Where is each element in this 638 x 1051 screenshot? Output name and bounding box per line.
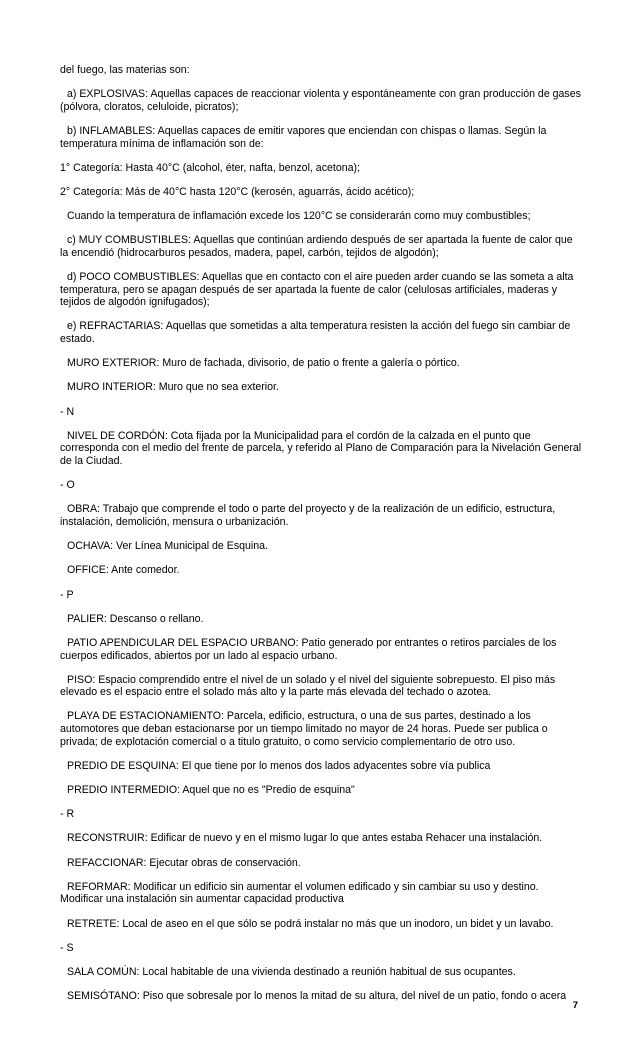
paragraph: REFORMAR: Modificar un edificio sin aumentar el volumen edificado y sin cambiar su uso y destino. Modificar una instalación sin aumentar capacidad productiva — [60, 880, 539, 906]
paragraph: d) POCO COMBUSTIBLES: Aquellas que en contacto con el aire pueden arder cuando se las someta a alta temperatura, pero se apagan después de ser apartada la fuente de calor (celulosas artificiales, maderas y tejidos de algodón ignifugados); — [60, 271, 574, 309]
paragraph: PLAYA DE ESTACIONAMIENTO: Parcela, edificio, estructura, o una de sus partes, destinado a los automotores que deban estacionarse por un tiempo limitado no mayor de 24 horas. Puede ser publica o privada; de explotación comercial o a titulo gratuito, o como servicio complementario de otro uso. — [60, 710, 548, 748]
paragraph: Cuando la temperatura de inflamación excede los 120°C se considerarán como muy combustibles; — [67, 210, 531, 223]
paragraph: NIVEL DE CORDÓN: Cota fijada por la Municipalidad para el cordón de la calzada en el punto que corresponda con el medio del frente de parcela, y referido al Plano de Comparación para la Nivelación General de la Ciudad. — [60, 429, 582, 467]
paragraph: SALA COMÚN: Local habitable de una vivienda destinado a reunión habitual de sus ocupantes. — [67, 965, 516, 978]
paragraph: RETRETE: Local de aseo en el que sólo se podrá instalar no más que un inodoro, un bidet y un lavabo. — [67, 917, 554, 930]
paragraph: PATIO APENDICULAR DEL ESPACIO URBANO: Patio generado por entrantes o retiros parciales de los cuerpos edificados, abiertos por un lado al espacio urbano. — [60, 636, 557, 662]
paragraph: PALIER: Descanso o rellano. — [67, 612, 204, 625]
paragraph: del fuego, las materias son: — [60, 64, 190, 76]
paragraph: b) INFLAMABLES: Aquellas capaces de emitir vapores que enciendan con chispas o llamas. Según la temperatura mínima de inflamación son de: — [60, 124, 547, 150]
document-body — [60, 64, 582, 1014]
paragraph: RECONSTRUIR: Edificar de nuevo y en el mismo lugar lo que antes estaba Rehacer una instalación. — [67, 832, 543, 845]
paragraph: MURO INTERIOR: Muro que no sea exterior. — [67, 381, 279, 394]
section-letter-heading: - P — [60, 588, 74, 601]
paragraph: REFACCIONAR: Ejecutar obras de conservación. — [67, 856, 301, 869]
paragraph: c) MUY COMBUSTIBLES: Aquellas que continúan ardiendo después de ser apartada la fuente de calor que la encendió (hidrocarburos pesados, madera, papel, carbón, tejidos de algodón); — [60, 234, 573, 259]
paragraph: PREDIO INTERMEDIO: Aquel que no es "Predio de esquina" — [67, 784, 355, 797]
section-letter-heading: - R — [60, 808, 75, 821]
paragraph: a) EXPLOSIVAS: Aquellas capaces de reaccionar violenta y espontáneamente con gran producción de gases (pólvora, cloratos, celuloide, picratos); — [60, 88, 581, 113]
paragraph: 2° Categoría: Más de 40°C hasta 120°C (kerosén, aguarrás, ácido acético); — [60, 185, 415, 198]
paragraph: PISO: Espacio comprendido entre el nivel de un solado y el nivel del siguiente sobrepuesto. El piso más elevado es el espacio entre el solado más alto y la parte más elevada del techado o azotea. — [60, 673, 556, 699]
paragraph: OBRA: Trabajo que comprende el todo o parte del proyecto y de la realización de un edificio, estructura, instalación, demolición, mensura o urbanización. — [60, 503, 556, 528]
paragraph: PREDIO DE ESQUINA: El que tiene por lo menos dos lados adyacentes sobre vía publica — [67, 759, 491, 772]
paragraph: 1° Categoría: Hasta 40°C (alcohol, éter, nafta, benzol, acetona); — [60, 161, 360, 174]
paragraph: OFFICE: Ante comedor. — [67, 564, 180, 577]
paragraph: OCHAVA: Ver Línea Municipal de Esquina. — [67, 540, 268, 553]
section-letter-heading: - O — [60, 479, 75, 492]
paragraph: MURO EXTERIOR: Muro de fachada, divisorio, de patio o frente a galería o pórtico. — [67, 357, 460, 370]
paragraph: SEMISÓTANO: Piso que sobresale por lo menos la mitad de su altura, del nivel de un patio, fondo o acera — [67, 990, 567, 1003]
page-number: 7 — [572, 1000, 578, 1011]
section-letter-heading: - N — [60, 405, 75, 418]
section-letter-heading: - S — [60, 941, 74, 954]
paragraph: e) REFRACTARIAS: Aquellas que sometidas a alta temperatura resisten la acción del fuego sin cambiar de estado. — [60, 320, 571, 346]
